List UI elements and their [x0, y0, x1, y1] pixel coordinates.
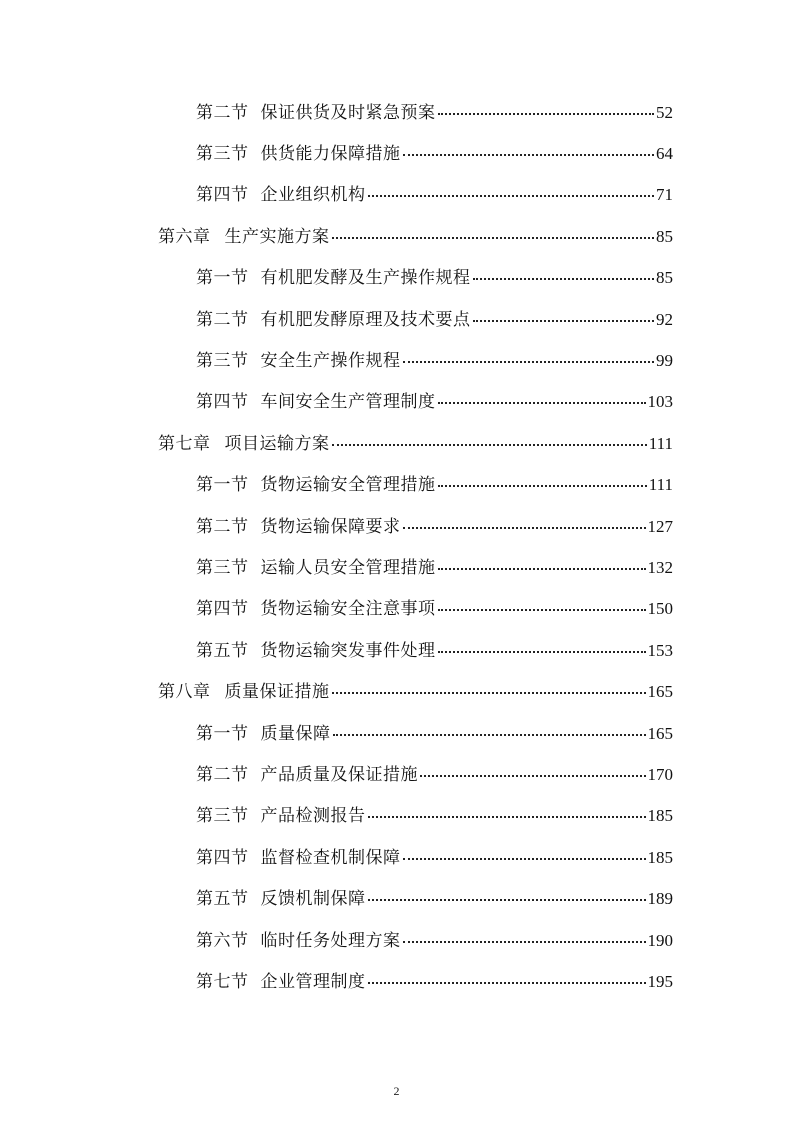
toc-entry-number: 第七节 — [196, 971, 249, 992]
toc-entry[interactable] — [0, 878, 793, 919]
toc-entry-number: 第一节 — [196, 723, 249, 744]
toc-entry-title: 有机肥发酵原理及技术要点 — [260, 309, 471, 330]
toc-entry-page: 111 — [648, 433, 673, 453]
dot-leader — [473, 278, 655, 280]
toc-entry-page: 165 — [647, 723, 673, 743]
toc-entry-title: 监督检查机制保障 — [260, 847, 401, 868]
toc-entry[interactable] — [0, 299, 793, 340]
toc-entry-page: 127 — [647, 516, 673, 536]
toc-entry-page: 132 — [647, 557, 673, 577]
dot-leader — [403, 527, 646, 529]
dot-leader — [403, 941, 646, 943]
toc-entry-title: 货物运输保障要求 — [260, 516, 401, 537]
toc-entry-number: 第三节 — [196, 557, 249, 578]
toc-entry-title: 货物运输安全管理措施 — [260, 475, 436, 496]
toc-entry-page: 170 — [647, 764, 673, 784]
dot-leader — [368, 982, 646, 984]
dot-leader — [332, 444, 647, 446]
dot-leader — [438, 113, 655, 115]
toc-entry-number: 第六章 — [158, 226, 211, 247]
toc-entry-page: 64 — [656, 144, 673, 164]
toc-entry[interactable] — [0, 589, 793, 630]
toc-entry[interactable] — [0, 837, 793, 878]
dot-leader — [438, 402, 646, 404]
toc-entry[interactable] — [0, 920, 793, 961]
dot-leader — [438, 609, 646, 611]
toc-chapter-entry[interactable] — [0, 216, 793, 257]
toc-entry[interactable] — [0, 340, 793, 381]
toc-entry-title: 供货能力保障措施 — [260, 144, 401, 165]
toc-entry-number: 第二节 — [196, 516, 249, 537]
dot-leader — [332, 237, 655, 239]
toc-entry[interactable] — [0, 382, 793, 423]
toc-entry-page: 165 — [647, 682, 673, 702]
toc-entry-number: 第一节 — [196, 268, 249, 289]
toc-entry-number: 第二节 — [196, 764, 249, 785]
toc-entry-title: 安全生产操作规程 — [260, 351, 401, 372]
toc-entry[interactable] — [0, 547, 793, 588]
toc-entry-title: 质量保障 — [260, 723, 331, 744]
toc-entry-title: 产品质量及保证措施 — [260, 764, 418, 785]
toc-entry-page: 85 — [656, 268, 673, 288]
toc-entry-number: 第七章 — [158, 433, 211, 454]
toc-entry-page: 92 — [656, 309, 673, 329]
toc-entry-title: 保证供货及时紧急预案 — [260, 102, 436, 123]
toc-entry-title: 项目运输方案 — [224, 433, 330, 454]
toc-entry-page: 52 — [656, 102, 673, 122]
toc-entry-number: 第四节 — [196, 847, 249, 868]
dot-leader — [473, 320, 655, 322]
toc-chapter-entry[interactable] — [0, 671, 793, 712]
toc-entry[interactable] — [0, 796, 793, 837]
toc-entry[interactable] — [0, 92, 793, 133]
dot-leader — [368, 816, 646, 818]
table-of-contents — [0, 92, 793, 1003]
toc-entry[interactable] — [0, 961, 793, 1002]
dot-leader — [438, 568, 646, 570]
toc-entry-page: 103 — [647, 392, 673, 412]
toc-entry-number: 第三节 — [196, 351, 249, 372]
toc-entry-title: 车间安全生产管理制度 — [260, 392, 436, 413]
toc-entry-number: 第二节 — [196, 309, 249, 330]
toc-entry[interactable] — [0, 754, 793, 795]
toc-entry-number: 第六节 — [196, 930, 249, 951]
dot-leader — [332, 692, 646, 694]
toc-entry-number: 第四节 — [196, 185, 249, 206]
dot-leader — [333, 734, 646, 736]
toc-entry-title: 产品检测报告 — [260, 806, 366, 827]
toc-entry-title: 质量保证措施 — [224, 682, 330, 703]
dot-leader — [438, 651, 646, 653]
toc-entry-title: 生产实施方案 — [224, 226, 330, 247]
toc-entry-number: 第五节 — [196, 640, 249, 661]
dot-leader — [403, 361, 655, 363]
toc-entry[interactable] — [0, 713, 793, 754]
toc-entry-title: 有机肥发酵及生产操作规程 — [260, 268, 471, 289]
toc-entry-page: 189 — [647, 889, 673, 909]
toc-entry-title: 反馈机制保障 — [260, 889, 366, 910]
toc-entry-title: 企业管理制度 — [260, 971, 366, 992]
toc-entry[interactable] — [0, 465, 793, 506]
toc-entry-number: 第一节 — [196, 475, 249, 496]
toc-entry-number: 第五节 — [196, 889, 249, 910]
toc-entry[interactable] — [0, 258, 793, 299]
toc-entry-title: 企业组织机构 — [260, 185, 366, 206]
toc-entry-number: 第八章 — [158, 682, 211, 703]
toc-entry-page: 71 — [656, 185, 673, 205]
toc-entry-title: 货物运输安全注意事项 — [260, 599, 436, 620]
toc-entry-page: 195 — [647, 971, 673, 991]
toc-entry-number: 第四节 — [196, 392, 249, 413]
toc-entry-number: 第四节 — [196, 599, 249, 620]
dot-leader — [368, 195, 655, 197]
dot-leader — [403, 858, 646, 860]
toc-entry[interactable] — [0, 133, 793, 174]
toc-entry-page: 190 — [647, 930, 673, 950]
toc-entry[interactable] — [0, 175, 793, 216]
toc-entry[interactable] — [0, 630, 793, 671]
toc-entry-page: 85 — [656, 226, 673, 246]
toc-entry-page: 185 — [647, 806, 673, 826]
toc-entry-number: 第三节 — [196, 144, 249, 165]
toc-entry-number: 第二节 — [196, 102, 249, 123]
toc-entry-title: 运输人员安全管理措施 — [260, 557, 436, 578]
page-number: 2 — [393, 1084, 400, 1098]
dot-leader — [420, 775, 646, 777]
toc-entry-page: 185 — [647, 847, 673, 867]
dot-leader — [368, 899, 646, 901]
toc-entry-page: 153 — [647, 640, 673, 660]
toc-entry-page: 99 — [656, 351, 673, 371]
toc-entry-title: 货物运输突发事件处理 — [260, 640, 436, 661]
toc-entry[interactable] — [0, 506, 793, 547]
toc-chapter-entry[interactable] — [0, 423, 793, 464]
dot-leader — [438, 485, 647, 487]
toc-entry-title: 临时任务处理方案 — [260, 930, 401, 951]
toc-entry-number: 第三节 — [196, 806, 249, 827]
toc-entry-page: 150 — [647, 599, 673, 619]
toc-entry-page: 111 — [648, 475, 673, 495]
dot-leader — [403, 154, 655, 156]
